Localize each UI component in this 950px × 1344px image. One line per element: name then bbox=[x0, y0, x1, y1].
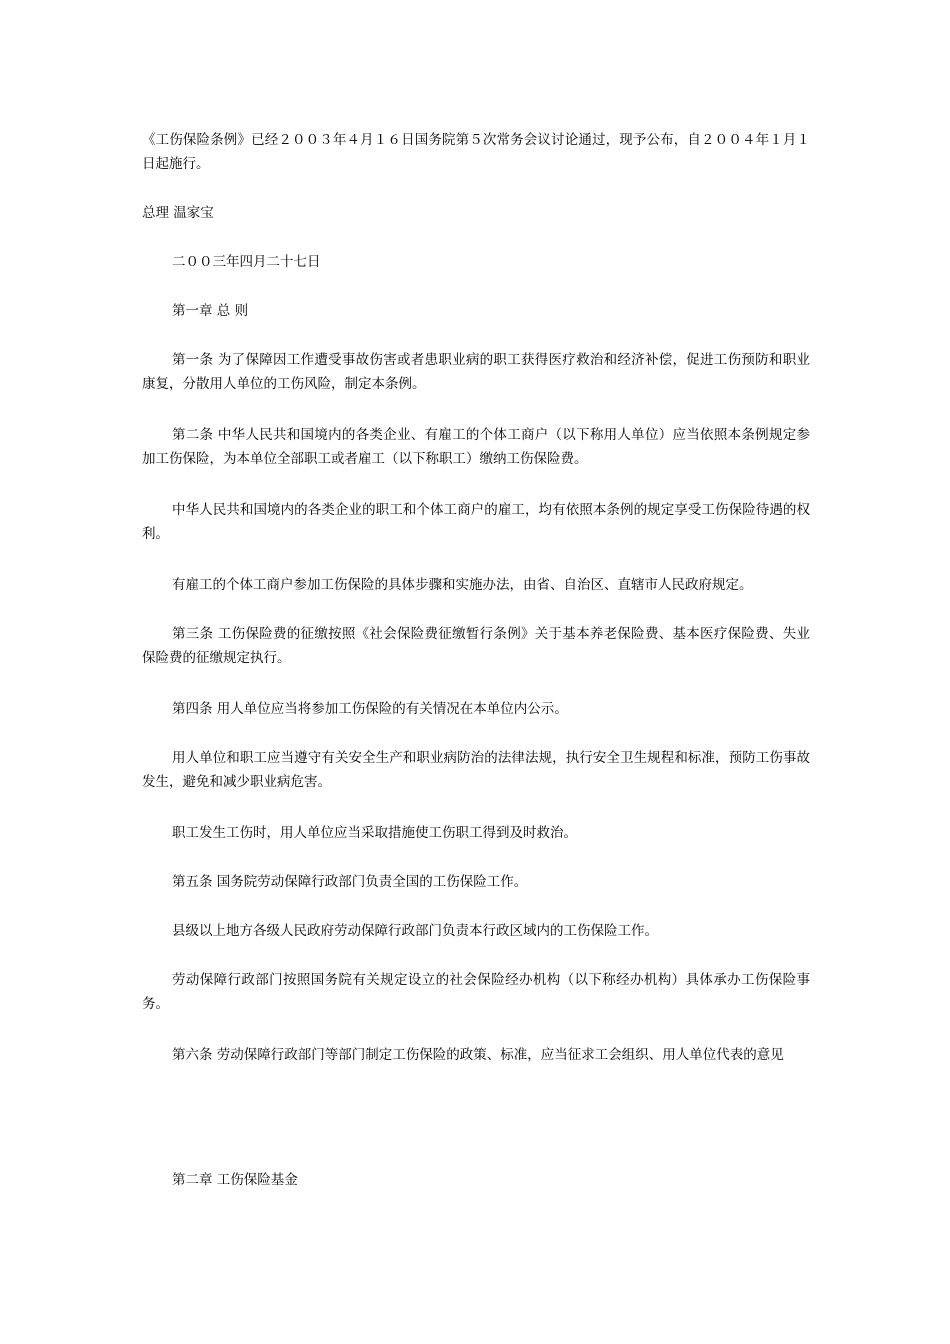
article-2-clause-3: 有雇工的个体工商户参加工伤保险的具体步骤和实施办法，由省、自治区、直辖市人民政府规定。 bbox=[172, 577, 753, 593]
article-1-paragraph: 第一条 为了保障因工作遭受事故伤害或者患职业病的职工获得医疗救治和经济补偿，促进工伤预防和职业康复，分散用人单位的工伤风险，制定本条例。 bbox=[142, 352, 810, 392]
date-line: 二００三年四月二十七日 bbox=[172, 254, 321, 270]
article-5-paragraph: 第五条 国务院劳动保障行政部门负责全国的工伤保险工作。 bbox=[172, 874, 528, 890]
article-5-clause-2: 县级以上地方各级人民政府劳动保障行政部门负责本行政区域内的工伤保险工作。 bbox=[172, 923, 658, 939]
chapter-2-heading: 第二章 工伤保险基金 bbox=[172, 1172, 298, 1188]
promulgation-paragraph: 《工伤保险条例》已经２００３年４月１６日国务院第５次常务会议讨论通过，现予公布，自２００４年１月１日起施行。 bbox=[142, 132, 810, 172]
chapter-1-heading: 第一章 总 则 bbox=[172, 303, 249, 319]
article-2-paragraph: 第二条 中华人民共和国境内的各类企业、有雇工的个体工商户（以下称用人单位）应当依照本条例规定参加工伤保险，为本单位全部职工或者雇工（以下称职工）缴纳工伤保险费。 bbox=[142, 427, 810, 467]
article-4-clause-3: 职工发生工伤时，用人单位应当采取措施使工伤职工得到及时救治。 bbox=[172, 825, 577, 841]
article-2-clause-2: 中华人民共和国境内的各类企业的职工和个体工商户的雇工，均有依照本条例的规定享受工伤保险待遇的权利。 bbox=[142, 502, 810, 542]
article-4-clause-2: 用人单位和职工应当遵守有关安全生产和职业病防治的法律法规，执行安全卫生规程和标准，预防工伤事故发生，避免和减少职业病危害。 bbox=[142, 750, 810, 790]
signatory-line: 总理 温家宝 bbox=[142, 205, 214, 221]
article-3-paragraph: 第三条 工伤保险费的征缴按照《社会保险费征缴暂行条例》关于基本养老保险费、基本医疗保险费、失业保险费的征缴规定执行。 bbox=[142, 626, 810, 666]
article-6-paragraph: 第六条 劳动保障行政部门等部门制定工伤保险的政策、标准，应当征求工会组织、用人单位代表的意见 bbox=[172, 1047, 784, 1063]
article-4-paragraph: 第四条 用人单位应当将参加工伤保险的有关情况在本单位内公示。 bbox=[172, 701, 568, 717]
article-5-clause-3: 劳动保障行政部门按照国务院有关规定设立的社会保险经办机构（以下称经办机构）具体承办工伤保险事务。 bbox=[142, 972, 810, 1012]
